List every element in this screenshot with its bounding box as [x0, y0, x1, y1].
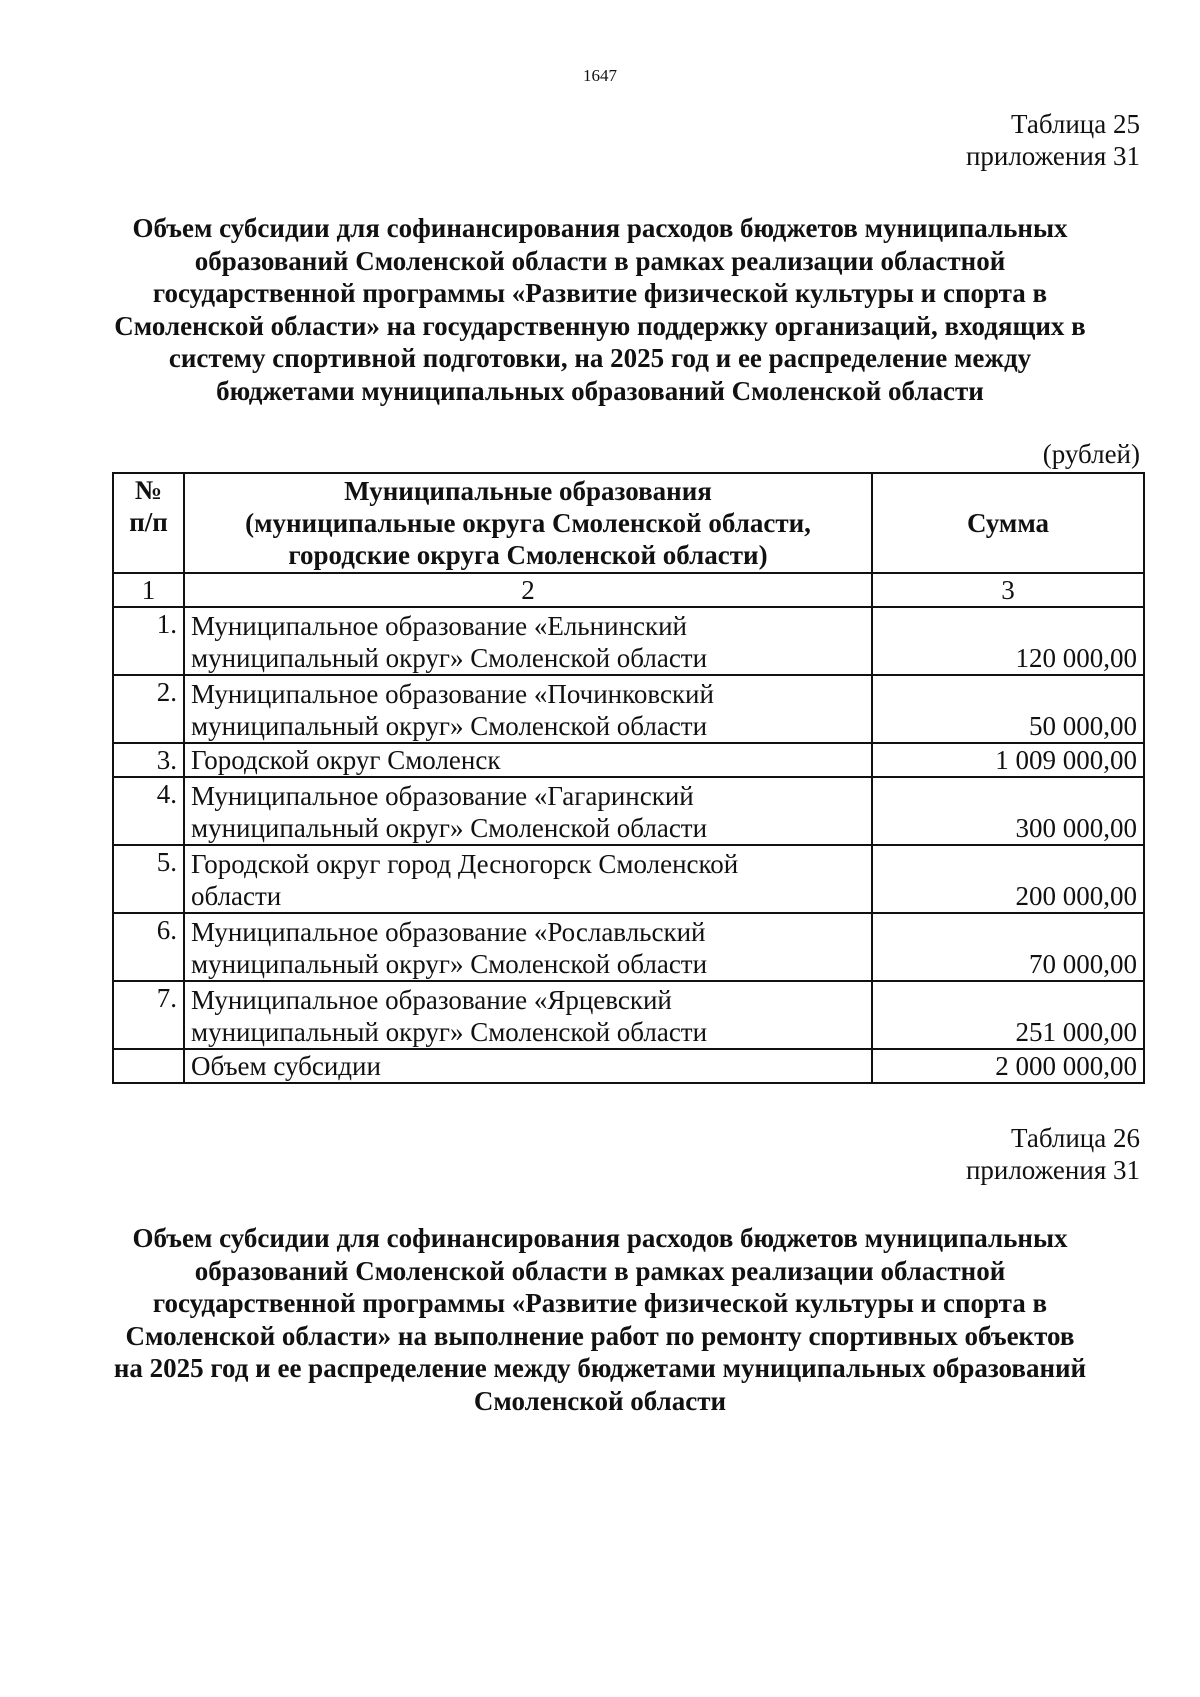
- row-municipality-line: Городской округ город Десногорск Смоленской: [191, 849, 739, 879]
- table-26-title: [70, 1222, 1130, 1417]
- header-municipality-line: (муниципальные округа Смоленской области,: [245, 508, 811, 538]
- table-ref-line: приложения 31: [965, 141, 1140, 171]
- row-municipality: Городской округ Смоленск: [184, 743, 872, 777]
- table-ref-line: Таблица 25: [1011, 109, 1140, 139]
- row-municipality-line: Муниципальное образование «Рославльский: [191, 917, 706, 947]
- row-municipality-line: муниципальный округ» Смоленской области: [191, 949, 708, 979]
- page-number: 1647: [583, 66, 617, 85]
- title-line: образований Смоленской области в рамках реализации областной: [194, 1255, 1006, 1286]
- table-row: [113, 913, 1144, 981]
- table-row: [113, 743, 1144, 777]
- total-label: Объем субсидии: [184, 1049, 872, 1083]
- row-sum: 200 000,00: [872, 845, 1144, 913]
- row-municipality-line: Муниципальное образование «Гагаринский: [191, 781, 694, 811]
- row-number: 3.: [113, 743, 184, 777]
- row-number: 4.: [113, 777, 184, 845]
- row-sum: 1 009 000,00: [872, 743, 1144, 777]
- title-line: государственной программы «Развитие физической культуры и спорта в: [152, 278, 1048, 308]
- row-sum: 251 000,00: [872, 981, 1144, 1049]
- column-number: 2: [184, 573, 872, 607]
- total-sum: 2 000 000,00: [872, 1049, 1144, 1083]
- table-25-reference: [740, 108, 1140, 172]
- row-number: 6.: [113, 913, 184, 981]
- table-row: [113, 675, 1144, 743]
- row-sum: 300 000,00: [872, 777, 1144, 845]
- title-line: бюджетами муниципальных образований Смоленской области: [216, 375, 984, 406]
- row-number: 1.: [113, 607, 184, 675]
- header-number: [113, 473, 184, 573]
- row-municipality: [184, 913, 872, 981]
- title-line: государственной программы «Развитие физической культуры и спорта в: [152, 1288, 1048, 1318]
- row-sum: 120 000,00: [872, 607, 1144, 675]
- column-number-row: [113, 573, 1144, 607]
- table-row: [113, 777, 1144, 845]
- title-line: Объем субсидии для софинансирования расходов бюджетов муниципальных: [132, 213, 1068, 243]
- row-municipality: [184, 607, 872, 675]
- header-municipality-line: городские округа Смоленской области): [288, 540, 768, 570]
- row-municipality-line: области: [191, 881, 282, 911]
- currency-unit: (рублей): [1042, 439, 1140, 469]
- row-municipality-line: Муниципальное образование «Ельнинский: [191, 611, 687, 641]
- row-municipality: [184, 981, 872, 1049]
- row-municipality-line: муниципальный округ» Смоленской области: [191, 1017, 708, 1047]
- table-row: [113, 845, 1144, 913]
- row-number: 2.: [113, 675, 184, 743]
- header-municipality-line: Муниципальные образования: [344, 476, 712, 506]
- header-municipality: [184, 473, 872, 573]
- table-25-title: [70, 212, 1130, 407]
- row-municipality: [184, 845, 872, 913]
- subsidy-table: [112, 472, 1145, 1084]
- header-number-line: №: [134, 475, 163, 505]
- row-municipality: [184, 777, 872, 845]
- table-header-row: [113, 473, 1144, 573]
- row-municipality: [184, 675, 872, 743]
- title-line: Смоленской области» на выполнение работ по ремонту спортивных объектов: [125, 1320, 1075, 1351]
- header-sum: Сумма: [872, 473, 1144, 573]
- table-ref-line: приложения 31: [965, 1155, 1140, 1185]
- row-municipality-line: муниципальный округ» Смоленской области: [191, 711, 708, 741]
- total-row: [113, 1049, 1144, 1083]
- title-line: образований Смоленской области в рамках реализации областной: [194, 245, 1006, 276]
- row-sum: 70 000,00: [872, 913, 1144, 981]
- row-municipality-line: муниципальный округ» Смоленской области: [191, 813, 708, 843]
- column-number: 3: [872, 573, 1144, 607]
- title-line: систему спортивной подготовки, на 2025 год и ее распределение между: [168, 343, 1032, 373]
- table-ref-line: Таблица 26: [1011, 1123, 1140, 1153]
- row-number: 7.: [113, 981, 184, 1049]
- table-row: [113, 607, 1144, 675]
- title-line: Смоленской области» на государственную поддержку организаций, входящих в: [114, 310, 1086, 341]
- total-number-cell: [113, 1049, 184, 1083]
- row-sum: 50 000,00: [872, 675, 1144, 743]
- table-26-reference: [740, 1122, 1140, 1186]
- row-municipality-line: Муниципальное образование «Починковский: [191, 679, 714, 709]
- title-line: Смоленской области: [473, 1385, 727, 1416]
- table-row: [113, 981, 1144, 1049]
- column-number: 1: [113, 573, 184, 607]
- row-number: 5.: [113, 845, 184, 913]
- title-line: Объем субсидии для софинансирования расходов бюджетов муниципальных: [132, 1223, 1068, 1253]
- row-municipality-line: муниципальный округ» Смоленской области: [191, 643, 708, 673]
- row-municipality-line: Муниципальное образование «Ярцевский: [191, 985, 672, 1015]
- title-line: на 2025 год и ее распределение между бюджетами муниципальных образований: [113, 1353, 1087, 1383]
- header-number-line: п/п: [129, 507, 168, 537]
